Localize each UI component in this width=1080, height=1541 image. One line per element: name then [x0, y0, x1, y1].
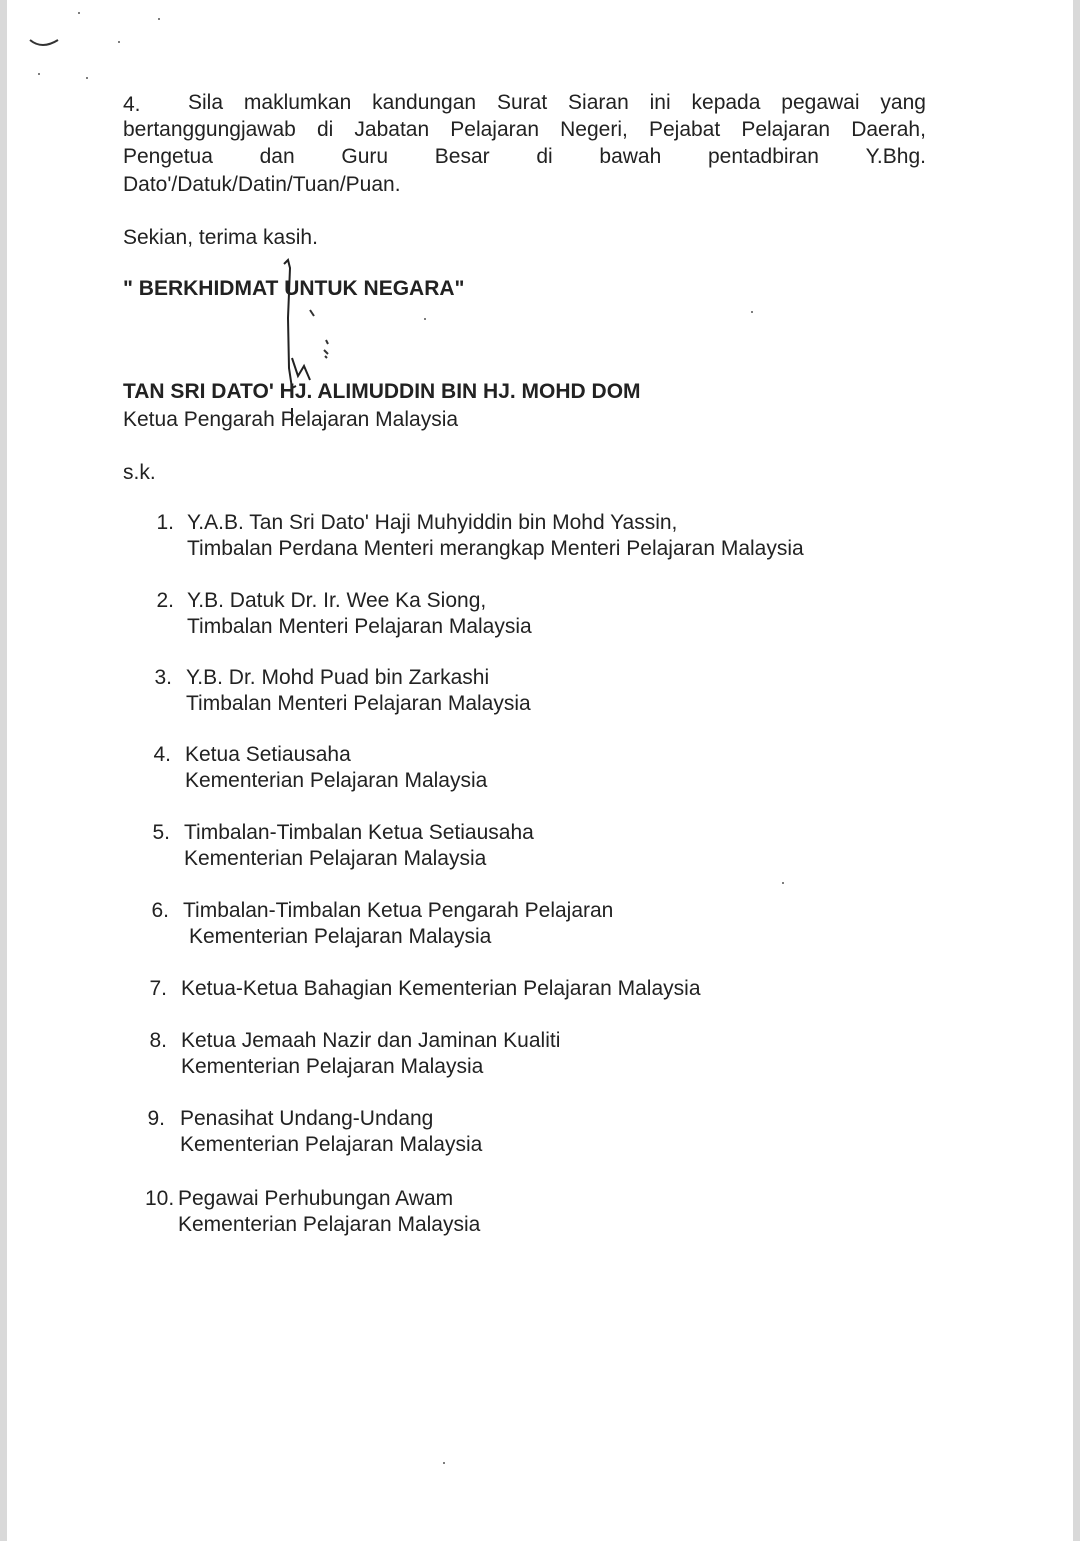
para4-word: Jabatan [354, 118, 430, 141]
cc-item-number: 2. [156, 589, 174, 612]
cc-item-line1: Pegawai Perhubungan Awam [178, 1187, 454, 1210]
cc-item-number: 7. [149, 977, 167, 1000]
scan-speck [158, 18, 160, 20]
cc-item-number: 8. [149, 1029, 167, 1052]
cc-item-number: 3. [154, 666, 172, 689]
signatory-title: Ketua Pengarah Pelajaran Malaysia [123, 408, 459, 431]
cc-item-number: 1. [156, 511, 174, 534]
scan-speck [751, 311, 753, 313]
scan-speck [38, 73, 40, 75]
cc-item-number: 5. [152, 821, 170, 844]
signatory-name: TAN SRI DATO' HJ. ALIMUDDIN BIN HJ. MOHD DOM [123, 380, 641, 403]
cc-item-line1: Penasihat Undang-Undang [180, 1107, 434, 1130]
cc-item-line1: Timbalan-Timbalan Ketua Pengarah Pelajaran [183, 899, 614, 922]
para4-line4: Dato'/Datuk/Datin/Tuan/Puan. [123, 173, 401, 196]
cc-label: s.k. [123, 461, 156, 484]
para4-word: Surat [496, 91, 548, 114]
cc-item-line2: Kementerian Pelajaran Malaysia [189, 925, 492, 948]
scan-speck [86, 77, 88, 79]
cc-item-line2: Kementerian Pelajaran Malaysia [178, 1213, 481, 1236]
cc-item-line2: Kementerian Pelajaran Malaysia [184, 847, 487, 870]
para4-line2 [123, 117, 926, 143]
para4-word: Siaran [568, 91, 629, 114]
scan-speck [443, 1462, 445, 1464]
para4-word: bawah [599, 145, 662, 168]
para4-word: Pelajaran [741, 118, 831, 141]
cc-item-number: 10. [145, 1187, 175, 1210]
cc-item-line1: Ketua-Ketua Bahagian Kementerian Pelajaran Malaysia [181, 977, 701, 1000]
para4-word: pegawai [781, 91, 860, 114]
para4-line1 [188, 90, 926, 116]
scan-speck [78, 12, 80, 14]
cc-item-line2: Kementerian Pelajaran Malaysia [181, 1055, 484, 1078]
motto: " BERKHIDMAT UNTUK NEGARA" [123, 277, 465, 300]
para4-word: kandungan [372, 91, 477, 114]
para4-word: maklumkan [243, 91, 352, 114]
para4-line3 [123, 144, 926, 170]
para4-word: Negeri, [560, 118, 628, 141]
scan-speck [118, 41, 120, 43]
para4-number: 4. [123, 93, 141, 116]
para4-word: Daerah, [851, 118, 926, 141]
para4-word: Pelajaran [450, 118, 540, 141]
cc-item-line1: Y.B. Datuk Dr. Ir. Wee Ka Siong, [187, 589, 487, 612]
scan-speck [424, 318, 426, 320]
cc-item-line2: Kementerian Pelajaran Malaysia [185, 769, 488, 792]
para4-word: Pejabat [648, 118, 721, 141]
para4-word: Pengetua [123, 145, 213, 168]
para4-word: yang [880, 91, 926, 114]
para4-word: di [316, 118, 334, 141]
para4-word: bertanggungjawab [123, 118, 296, 141]
para4-word: dan [259, 145, 295, 168]
para4-word: Sila [188, 91, 224, 114]
para4-word: di [536, 145, 553, 168]
cc-item-number: 6. [151, 899, 169, 922]
para4-word: ini [649, 91, 671, 114]
para4-word: Y.Bhg. [865, 145, 926, 168]
cc-item-line2: Timbalan Menteri Pelajaran Malaysia [187, 615, 532, 638]
cc-item-number: 4. [153, 743, 171, 766]
para4-word: kepada [691, 91, 761, 114]
para4-word: Besar [434, 145, 490, 168]
cc-item-line1: Ketua Setiausaha [185, 743, 351, 766]
cc-item-line2: Timbalan Menteri Pelajaran Malaysia [186, 692, 531, 715]
cc-item-line2: Kementerian Pelajaran Malaysia [180, 1133, 483, 1156]
cc-item-line1: Timbalan-Timbalan Ketua Setiausaha [184, 821, 534, 844]
para4-word: pentadbiran [707, 145, 819, 168]
scan-artifact-mark [28, 36, 62, 50]
cc-item-number: 9. [147, 1107, 165, 1130]
cc-item-line1: Y.B. Dr. Mohd Puad bin Zarkashi [186, 666, 490, 689]
cc-item-line1: Y.A.B. Tan Sri Dato' Haji Muhyiddin bin Mohd Yassin, [187, 511, 678, 534]
closing-text: Sekian, terima kasih. [123, 226, 318, 249]
scan-speck [782, 882, 784, 884]
cc-item-line1: Ketua Jemaah Nazir dan Jaminan Kualiti [181, 1029, 561, 1052]
para4-word: Guru [341, 145, 389, 168]
cc-item-line2: Timbalan Perdana Menteri merangkap Menteri Pelajaran Malaysia [187, 537, 804, 560]
